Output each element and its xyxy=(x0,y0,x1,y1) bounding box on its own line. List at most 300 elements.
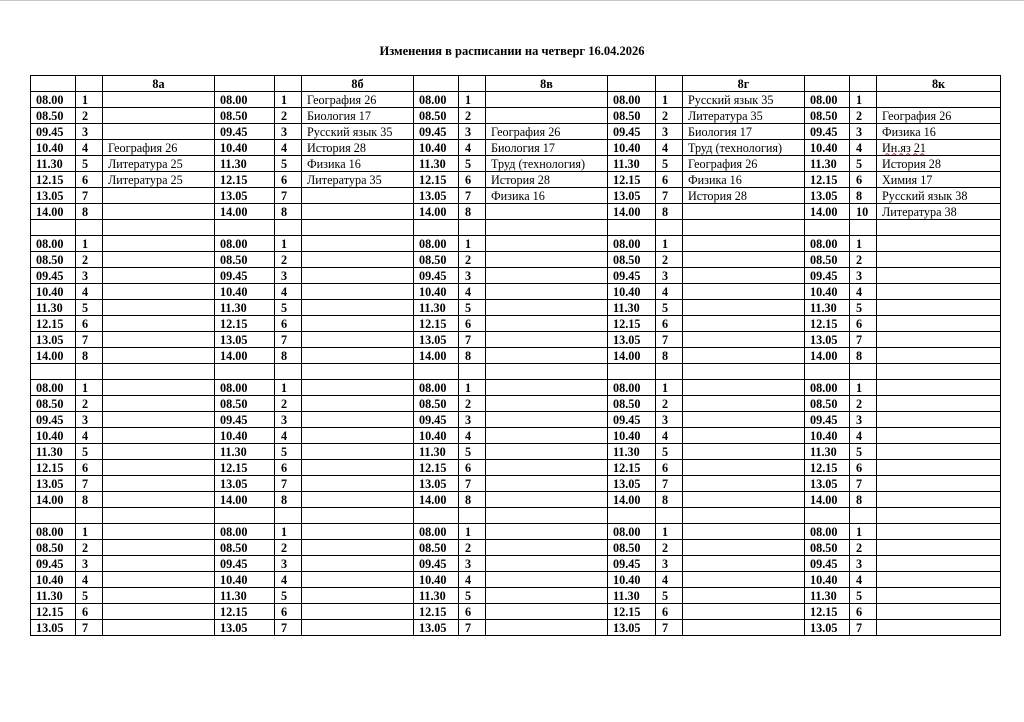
lesson-number: 7 xyxy=(459,332,486,348)
lesson-time: 12.15 xyxy=(805,172,850,188)
lesson-number: 5 xyxy=(850,444,877,460)
lesson-time: 10.40 xyxy=(31,140,76,156)
table-row xyxy=(31,140,1001,156)
lesson-time: 11.30 xyxy=(805,156,850,172)
lesson-subject xyxy=(877,300,1001,316)
lesson-number: 3 xyxy=(275,412,302,428)
lesson-subject xyxy=(302,588,414,604)
lesson-subject xyxy=(683,236,805,252)
lesson-number: 1 xyxy=(850,524,877,540)
lesson-number: 7 xyxy=(459,620,486,636)
lesson-subject: Русский язык 35 xyxy=(683,92,805,108)
lesson-time: 09.45 xyxy=(414,412,459,428)
lesson-time: 10.40 xyxy=(805,428,850,444)
block-separator-row xyxy=(31,508,1001,524)
lesson-time: 09.45 xyxy=(805,268,850,284)
lesson-number: 4 xyxy=(850,428,877,444)
lesson-subject: География 26 xyxy=(486,124,608,140)
separator-cell xyxy=(31,220,76,236)
lesson-number: 1 xyxy=(76,380,103,396)
separator-cell xyxy=(459,508,486,524)
lesson-subject xyxy=(683,476,805,492)
lesson-subject xyxy=(103,588,215,604)
lesson-number: 7 xyxy=(76,188,103,204)
lesson-time: 08.00 xyxy=(31,236,76,252)
lesson-number: 5 xyxy=(656,156,683,172)
lesson-number: 6 xyxy=(850,460,877,476)
separator-cell xyxy=(805,220,850,236)
lesson-number: 8 xyxy=(76,348,103,364)
lesson-subject xyxy=(302,380,414,396)
lesson-number: 5 xyxy=(275,300,302,316)
table-row xyxy=(31,156,1001,172)
lesson-subject xyxy=(302,300,414,316)
lesson-time: 09.45 xyxy=(215,124,275,140)
class-header-row xyxy=(31,76,1001,92)
lesson-time: 09.45 xyxy=(215,268,275,284)
table-row xyxy=(31,540,1001,556)
lesson-time: 10.40 xyxy=(414,140,459,156)
lesson-subject xyxy=(486,620,608,636)
lesson-time: 12.15 xyxy=(414,604,459,620)
lesson-number: 10 xyxy=(850,204,877,220)
lesson-number: 4 xyxy=(459,572,486,588)
lesson-number: 6 xyxy=(275,604,302,620)
lesson-number: 5 xyxy=(459,588,486,604)
lesson-subject xyxy=(486,492,608,508)
lesson-number: 5 xyxy=(850,588,877,604)
lesson-number: 4 xyxy=(656,140,683,156)
lesson-subject xyxy=(486,572,608,588)
header-spacer-time xyxy=(215,76,275,92)
lesson-number: 1 xyxy=(76,92,103,108)
lesson-time: 13.05 xyxy=(608,476,656,492)
lesson-time: 08.00 xyxy=(805,92,850,108)
separator-cell xyxy=(76,508,103,524)
lesson-subject xyxy=(877,396,1001,412)
lesson-number: 3 xyxy=(850,412,877,428)
lesson-number: 6 xyxy=(76,604,103,620)
lesson-subject: Физика 16 xyxy=(877,124,1001,140)
table-row xyxy=(31,572,1001,588)
lesson-subject xyxy=(103,332,215,348)
lesson-time: 08.00 xyxy=(31,92,76,108)
lesson-number: 4 xyxy=(459,284,486,300)
lesson-number: 7 xyxy=(76,620,103,636)
lesson-subject xyxy=(302,492,414,508)
lesson-time: 09.45 xyxy=(608,556,656,572)
lesson-number: 5 xyxy=(850,300,877,316)
lesson-subject: Химия 17 xyxy=(877,172,1001,188)
lesson-subject xyxy=(877,332,1001,348)
lesson-time: 09.45 xyxy=(31,268,76,284)
lesson-time: 13.05 xyxy=(805,476,850,492)
lesson-subject xyxy=(302,556,414,572)
lesson-subject xyxy=(877,444,1001,460)
lesson-time: 14.00 xyxy=(414,348,459,364)
table-row xyxy=(31,124,1001,140)
lesson-number: 2 xyxy=(275,108,302,124)
lesson-time: 09.45 xyxy=(805,556,850,572)
lesson-number: 7 xyxy=(275,476,302,492)
lesson-subject xyxy=(877,588,1001,604)
lesson-subject xyxy=(486,428,608,444)
lesson-time: 11.30 xyxy=(608,588,656,604)
separator-cell xyxy=(103,508,215,524)
lesson-number: 4 xyxy=(76,140,103,156)
lesson-time: 08.00 xyxy=(31,380,76,396)
lesson-number: 8 xyxy=(656,348,683,364)
lesson-number: 1 xyxy=(459,524,486,540)
lesson-time: 10.40 xyxy=(215,572,275,588)
lesson-subject xyxy=(103,396,215,412)
separator-cell xyxy=(877,220,1001,236)
lesson-number: 7 xyxy=(275,188,302,204)
lesson-time: 09.45 xyxy=(805,124,850,140)
lesson-number: 8 xyxy=(656,204,683,220)
lesson-time: 08.00 xyxy=(215,236,275,252)
lesson-number: 8 xyxy=(459,492,486,508)
header-spacer-time xyxy=(608,76,656,92)
lesson-subject xyxy=(103,476,215,492)
lesson-time: 12.15 xyxy=(215,604,275,620)
lesson-subject xyxy=(683,524,805,540)
separator-cell xyxy=(486,364,608,380)
lesson-subject xyxy=(877,428,1001,444)
lesson-time: 08.00 xyxy=(31,524,76,540)
separator-cell xyxy=(76,364,103,380)
lesson-number: 1 xyxy=(275,524,302,540)
lesson-number: 8 xyxy=(76,492,103,508)
lesson-subject xyxy=(877,380,1001,396)
lesson-time: 14.00 xyxy=(215,492,275,508)
lesson-subject xyxy=(103,268,215,284)
separator-cell xyxy=(656,220,683,236)
lesson-number: 6 xyxy=(459,604,486,620)
lesson-time: 08.50 xyxy=(31,108,76,124)
lesson-time: 14.00 xyxy=(805,204,850,220)
separator-cell xyxy=(275,220,302,236)
lesson-number: 4 xyxy=(76,572,103,588)
lesson-time: 13.05 xyxy=(414,620,459,636)
table-row xyxy=(31,524,1001,540)
lesson-subject: География 26 xyxy=(683,156,805,172)
lesson-number: 4 xyxy=(76,428,103,444)
lesson-time: 13.05 xyxy=(414,476,459,492)
lesson-number: 1 xyxy=(459,380,486,396)
lesson-subject xyxy=(486,460,608,476)
lesson-time: 12.15 xyxy=(414,316,459,332)
lesson-time: 11.30 xyxy=(608,156,656,172)
lesson-time: 12.15 xyxy=(31,460,76,476)
separator-cell xyxy=(31,508,76,524)
table-row xyxy=(31,188,1001,204)
separator-cell xyxy=(850,508,877,524)
lesson-subject xyxy=(683,316,805,332)
lesson-time: 13.05 xyxy=(31,476,76,492)
class-header-5: 8к xyxy=(877,76,1001,92)
lesson-time: 09.45 xyxy=(31,412,76,428)
separator-cell xyxy=(608,220,656,236)
lesson-time: 08.50 xyxy=(31,396,76,412)
lesson-subject xyxy=(486,92,608,108)
lesson-number: 3 xyxy=(459,124,486,140)
lesson-time: 12.15 xyxy=(215,172,275,188)
lesson-number: 2 xyxy=(459,108,486,124)
lesson-time: 09.45 xyxy=(215,412,275,428)
lesson-subject xyxy=(302,476,414,492)
lesson-subject xyxy=(877,476,1001,492)
separator-cell xyxy=(877,364,1001,380)
lesson-number: 5 xyxy=(850,156,877,172)
lesson-subject xyxy=(486,204,608,220)
lesson-subject xyxy=(683,588,805,604)
lesson-subject xyxy=(486,396,608,412)
lesson-time: 13.05 xyxy=(215,476,275,492)
table-row xyxy=(31,348,1001,364)
lesson-number: 6 xyxy=(850,172,877,188)
lesson-subject xyxy=(302,268,414,284)
lesson-number: 5 xyxy=(656,588,683,604)
lesson-number: 6 xyxy=(656,460,683,476)
separator-cell xyxy=(302,508,414,524)
lesson-number: 4 xyxy=(275,284,302,300)
lesson-number: 3 xyxy=(850,556,877,572)
lesson-number: 1 xyxy=(850,92,877,108)
lesson-time: 13.05 xyxy=(608,332,656,348)
lesson-number: 8 xyxy=(459,204,486,220)
lesson-number: 7 xyxy=(275,332,302,348)
separator-cell xyxy=(414,364,459,380)
lesson-time: 13.05 xyxy=(31,188,76,204)
page-title: Изменения в расписании на четверг 16.04.2026 xyxy=(379,44,645,58)
header-spacer-num xyxy=(275,76,302,92)
lesson-time: 11.30 xyxy=(414,300,459,316)
lesson-subject: Русский язык 38 xyxy=(877,188,1001,204)
lesson-time: 14.00 xyxy=(31,492,76,508)
header-spacer-num xyxy=(850,76,877,92)
separator-cell xyxy=(805,364,850,380)
lesson-number: 3 xyxy=(459,412,486,428)
lesson-time: 13.05 xyxy=(805,620,850,636)
lesson-time: 10.40 xyxy=(805,284,850,300)
page-top-border xyxy=(0,0,1024,1)
lesson-subject: География 26 xyxy=(103,140,215,156)
lesson-number: 5 xyxy=(656,444,683,460)
lesson-subject: Литература 35 xyxy=(683,108,805,124)
lesson-time: 14.00 xyxy=(608,348,656,364)
lesson-number: 2 xyxy=(76,252,103,268)
lesson-number: 7 xyxy=(656,332,683,348)
lesson-number: 2 xyxy=(656,252,683,268)
lesson-number: 4 xyxy=(459,140,486,156)
lesson-time: 09.45 xyxy=(414,124,459,140)
lesson-time: 08.50 xyxy=(215,252,275,268)
lesson-number: 1 xyxy=(850,380,877,396)
lesson-subject xyxy=(302,252,414,268)
lesson-subject xyxy=(486,444,608,460)
lesson-number: 4 xyxy=(76,284,103,300)
lesson-subject xyxy=(302,604,414,620)
lesson-time: 14.00 xyxy=(31,204,76,220)
lesson-subject xyxy=(877,348,1001,364)
lesson-number: 2 xyxy=(656,108,683,124)
lesson-time: 10.40 xyxy=(608,572,656,588)
lesson-time: 11.30 xyxy=(608,444,656,460)
lesson-subject: Литература 25 xyxy=(103,172,215,188)
separator-cell xyxy=(608,508,656,524)
lesson-number: 2 xyxy=(850,540,877,556)
lesson-time: 08.50 xyxy=(805,396,850,412)
lesson-time: 08.50 xyxy=(31,540,76,556)
lesson-time: 14.00 xyxy=(31,348,76,364)
table-row xyxy=(31,268,1001,284)
lesson-subject xyxy=(302,428,414,444)
lesson-time: 08.50 xyxy=(215,540,275,556)
lesson-subject xyxy=(103,124,215,140)
spellcheck-word: Ин.яз 21 xyxy=(882,140,927,155)
lesson-time: 10.40 xyxy=(608,428,656,444)
lesson-number: 1 xyxy=(76,524,103,540)
header-spacer-num xyxy=(656,76,683,92)
lesson-time: 08.00 xyxy=(608,524,656,540)
table-row xyxy=(31,172,1001,188)
lesson-subject xyxy=(302,348,414,364)
lesson-number: 3 xyxy=(76,412,103,428)
lesson-subject xyxy=(486,284,608,300)
lesson-subject xyxy=(103,412,215,428)
lesson-number: 1 xyxy=(275,92,302,108)
lesson-subject: Труд (технология) xyxy=(486,156,608,172)
separator-cell xyxy=(459,220,486,236)
separator-cell xyxy=(103,364,215,380)
lesson-time: 12.15 xyxy=(608,316,656,332)
lesson-number: 3 xyxy=(850,124,877,140)
lesson-number: 3 xyxy=(275,268,302,284)
header-spacer-time xyxy=(805,76,850,92)
table-row xyxy=(31,604,1001,620)
table-row xyxy=(31,252,1001,268)
lesson-number: 7 xyxy=(656,620,683,636)
lesson-subject: История 28 xyxy=(877,156,1001,172)
separator-cell xyxy=(656,508,683,524)
lesson-time: 12.15 xyxy=(414,172,459,188)
lesson-subject: География 26 xyxy=(302,92,414,108)
separator-cell xyxy=(486,508,608,524)
lesson-number: 8 xyxy=(850,348,877,364)
separator-cell xyxy=(31,364,76,380)
separator-cell xyxy=(302,364,414,380)
lesson-subject xyxy=(103,460,215,476)
lesson-number: 5 xyxy=(76,300,103,316)
lesson-subject xyxy=(877,604,1001,620)
lesson-subject xyxy=(683,348,805,364)
table-row xyxy=(31,588,1001,604)
lesson-time: 09.45 xyxy=(608,268,656,284)
lesson-number: 1 xyxy=(850,236,877,252)
lesson-subject xyxy=(877,284,1001,300)
lesson-number: 2 xyxy=(656,540,683,556)
lesson-number: 8 xyxy=(850,188,877,204)
separator-cell xyxy=(850,220,877,236)
lesson-number: 3 xyxy=(656,268,683,284)
lesson-time: 11.30 xyxy=(608,300,656,316)
lesson-time: 12.15 xyxy=(805,460,850,476)
lesson-time: 10.40 xyxy=(31,572,76,588)
lesson-number: 4 xyxy=(656,572,683,588)
lesson-number: 5 xyxy=(76,444,103,460)
lesson-subject xyxy=(302,540,414,556)
lesson-time: 12.15 xyxy=(31,604,76,620)
lesson-number: 1 xyxy=(656,236,683,252)
lesson-subject xyxy=(103,348,215,364)
lesson-subject xyxy=(103,444,215,460)
separator-cell xyxy=(275,508,302,524)
lesson-number: 2 xyxy=(459,396,486,412)
lesson-time: 08.50 xyxy=(608,252,656,268)
lesson-number: 3 xyxy=(656,124,683,140)
lesson-number: 7 xyxy=(76,476,103,492)
lesson-time: 10.40 xyxy=(215,284,275,300)
lesson-subject xyxy=(683,204,805,220)
lesson-subject xyxy=(103,108,215,124)
lesson-time: 09.45 xyxy=(414,556,459,572)
lesson-subject xyxy=(683,332,805,348)
separator-cell xyxy=(683,508,805,524)
lesson-time: 08.50 xyxy=(805,252,850,268)
lesson-subject xyxy=(877,236,1001,252)
lesson-number: 1 xyxy=(275,380,302,396)
lesson-time: 08.50 xyxy=(608,540,656,556)
lesson-subject xyxy=(877,140,1001,156)
lesson-time: 08.50 xyxy=(414,396,459,412)
lesson-subject xyxy=(877,460,1001,476)
table-row xyxy=(31,284,1001,300)
lesson-time: 13.05 xyxy=(805,188,850,204)
lesson-number: 4 xyxy=(850,284,877,300)
lesson-time: 10.40 xyxy=(215,140,275,156)
lesson-subject xyxy=(486,556,608,572)
lesson-subject xyxy=(302,188,414,204)
lesson-time: 13.05 xyxy=(215,620,275,636)
lesson-time: 13.05 xyxy=(608,620,656,636)
lesson-time: 12.15 xyxy=(805,604,850,620)
lesson-time: 08.00 xyxy=(414,380,459,396)
lesson-number: 3 xyxy=(76,268,103,284)
lesson-number: 1 xyxy=(76,236,103,252)
lesson-time: 13.05 xyxy=(215,188,275,204)
lesson-number: 6 xyxy=(656,604,683,620)
lesson-subject xyxy=(877,412,1001,428)
lesson-subject xyxy=(103,92,215,108)
lesson-number: 4 xyxy=(656,428,683,444)
lesson-subject xyxy=(683,252,805,268)
lesson-subject xyxy=(683,300,805,316)
separator-cell xyxy=(486,220,608,236)
lesson-subject: Физика 16 xyxy=(683,172,805,188)
table-row xyxy=(31,108,1001,124)
lesson-number: 8 xyxy=(76,204,103,220)
lesson-subject xyxy=(103,204,215,220)
lesson-time: 08.50 xyxy=(805,108,850,124)
lesson-time: 09.45 xyxy=(31,556,76,572)
lesson-subject xyxy=(302,236,414,252)
lesson-number: 6 xyxy=(459,172,486,188)
lesson-subject xyxy=(683,268,805,284)
lesson-number: 2 xyxy=(850,252,877,268)
lesson-time: 10.40 xyxy=(805,572,850,588)
lesson-number: 6 xyxy=(459,460,486,476)
